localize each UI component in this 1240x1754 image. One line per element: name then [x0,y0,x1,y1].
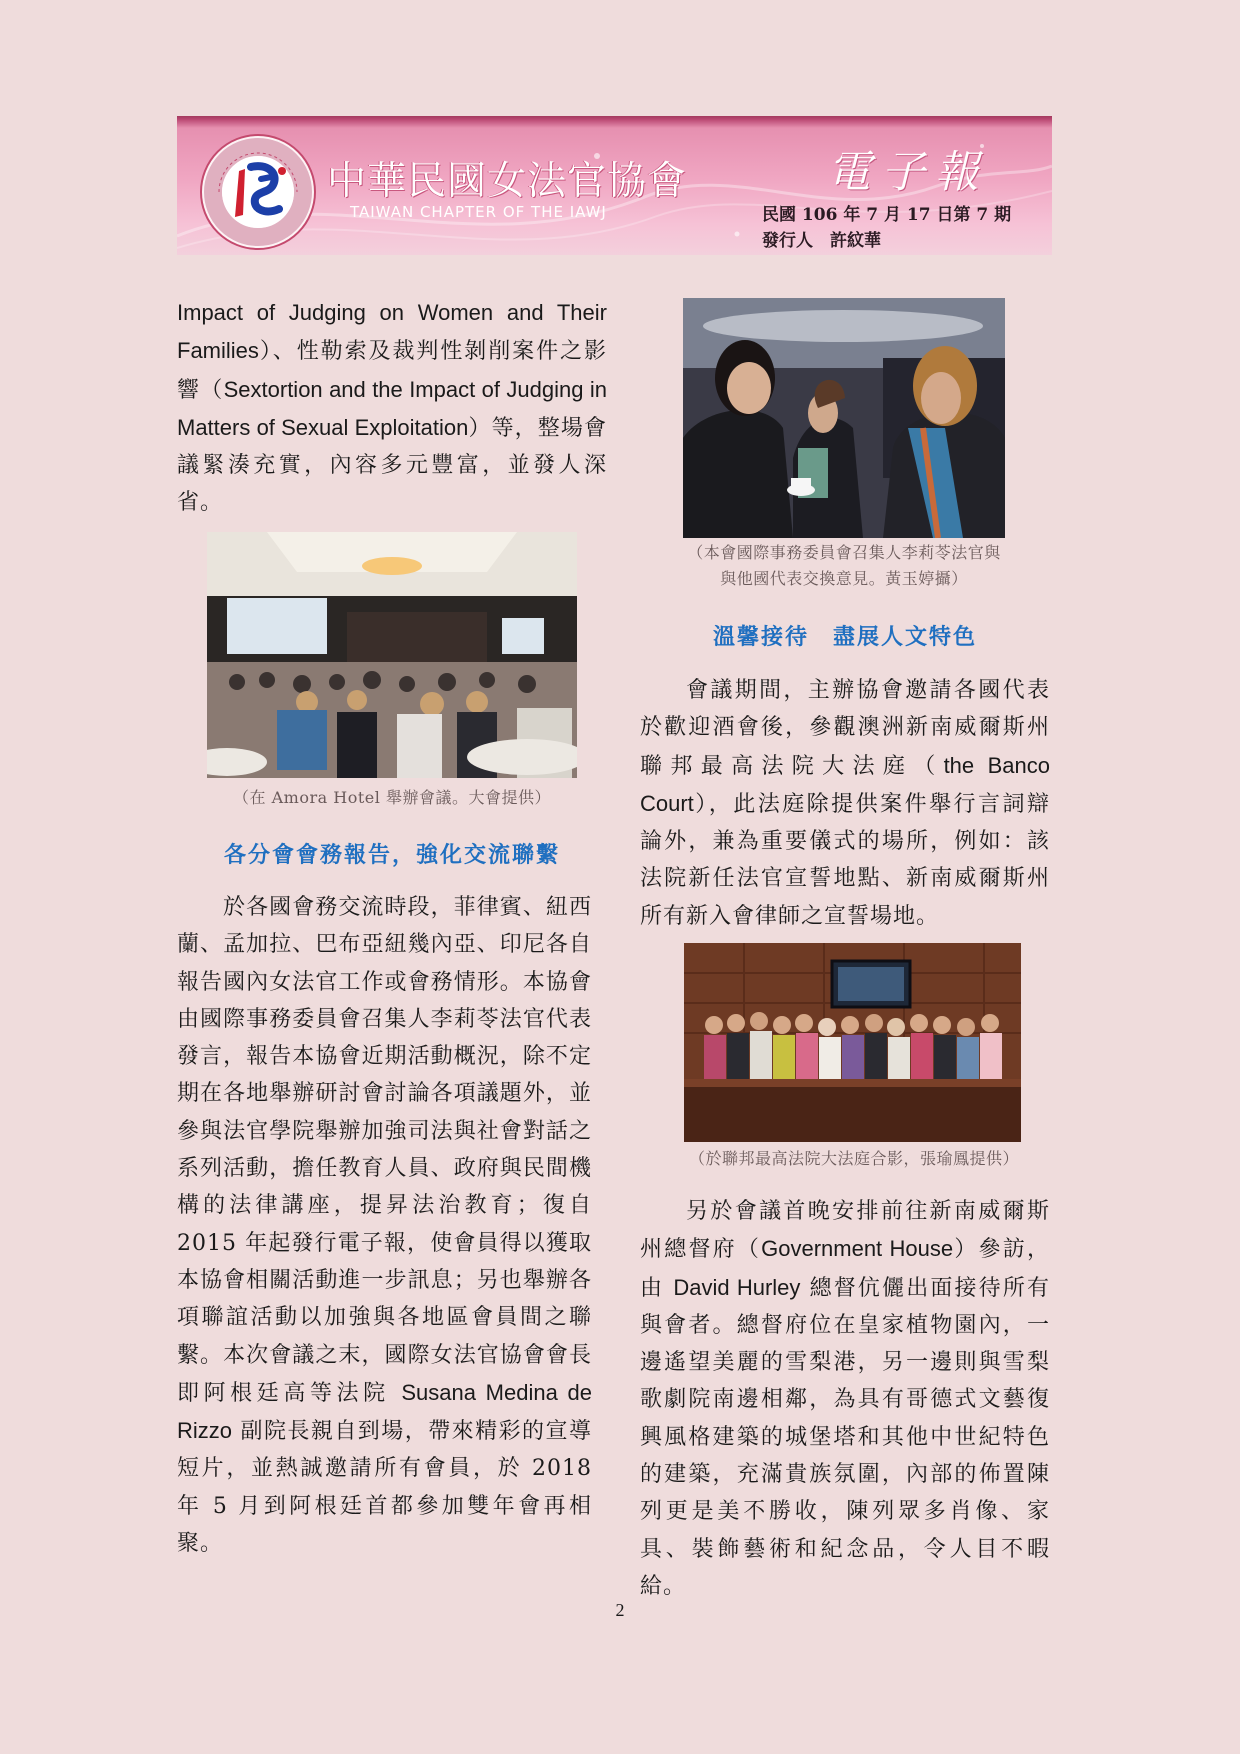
english-name: David Hurley [673,1274,801,1300]
paragraph-text: 副院長親自到場，帶來精彩的宣導短片，並熱誠邀請所有會員，於 2018 年 5 月到阿根廷首都參加雙年會再相聚。 [177,1419,592,1557]
page-number: 2 [615,1600,625,1620]
association-seal-logo [199,133,317,251]
paragraph-banco-court-visit [640,672,1050,935]
english-name: Susana Medina de Rizzo [177,1379,592,1444]
english-name: Government House [761,1236,954,1262]
english-name: the Banco Court [640,752,1050,816]
english-term: Sextortion and the Impact of Judging in Matters of Sexual Exploitation [177,376,607,440]
publisher-line: 發行人 許紋華 [762,231,881,251]
org-name-chinese: 中華民國女法官協會 [327,159,688,204]
paragraph-branch-reports [177,889,592,1562]
paragraph-text: ）參訪，由 [640,1237,1050,1301]
photo-caption-conference-hall: （在 Amora Hotel 舉辦會議。大會提供） [233,788,551,807]
section-heading-warm-hospitality: 溫馨接待 盡展人文特色 [712,624,977,650]
issue-date-line: 民國 106 年 7 月 17 日第 7 期 [762,205,1012,225]
paragraph-text: ），此法庭除提供案件舉行言詞辯論外，兼為重要儀式的場所，例如：該法院新任法官宣誓地點、新南威爾斯州所有新入會律師之宣誓場地。 [640,791,1050,929]
paragraph-text: ）、性勒索及裁判性剝削案件之影響（ [177,339,607,403]
photo-group-banco-court [684,943,1021,1142]
paragraph-text: 會議期間，主辦協會邀請各國代表於歡迎酒會後，參觀澳洲新南威爾斯州聯邦最高法院大法庭（ [640,678,1050,779]
newsletter-banner [177,116,1052,255]
paragraph-conference-topics [177,294,607,522]
paragraph-text: 總督伉儷出面接待所有與會者。總督府位在皇家植物園內，一邊遙望美麗的雪梨港，另一邊則與雪梨歌劇院南邊相鄰，為具有哥德式文藝復興風格建築的城堡塔和其他中世紀特色的建築，充滿貴族氛圍，內部的佈置陳列更是美不勝收，陳列眾多肖像、家具、裝飾藝術和紀念品，令人目不暇給。 [640,1275,1050,1599]
paragraph-text: 另於會議首晚安排前往新南威爾斯州總督府（ [640,1199,1050,1263]
section-heading-branch-reports: 各分會會務報告，強化交流聯繫 [223,842,560,868]
org-name-english: TAIWAN CHAPTER OF THE IAWJ [350,203,607,221]
paragraph-government-house-visit [640,1193,1050,1605]
paragraph-text: 於各國會務交流時段，菲律賓、紐西蘭、孟加拉、巴布亞紐幾內亞、印尼各自報告國內女法官工作或會務情形。本協會由國際事務委員會召集人李莉苓法官代表發言，報告本協會近期活動概況，除不定期在各地舉辦研討會討論各項議題外，並參與法官學院舉辦加強司法與社會對話之系列活動，擔任教育人員、政府與民間機構的法律講座，提昇法治教育；復自 2015 年起發行電子報，使會員得以獲取本協會相關活動進一步訊息；另也舉辦各項聯誼活動以加強與各地區會員間之聯繫。本次會議之末，國際女法官協會會長即阿根廷高等法院 [177,895,592,1406]
photo-conference-hall [207,532,577,778]
english-term: Impact of Judging on Women and Their Families [177,300,607,364]
paragraph-text: ）等，整場會議緊湊充實，內容多元豐富，並發人深省。 [177,415,607,516]
photo-caption-group-photo: （於聯邦最高法院大法庭合影，張瑜鳳提供） [688,1149,1019,1168]
photo-caption-delegates: （本會國際事務委員會召集人李莉苓法官與與他國代表交換意見。黃玉婷攝） [687,543,1001,588]
photo-delegates-conversation [683,298,1005,538]
enews-title: 電子報 [827,147,989,198]
